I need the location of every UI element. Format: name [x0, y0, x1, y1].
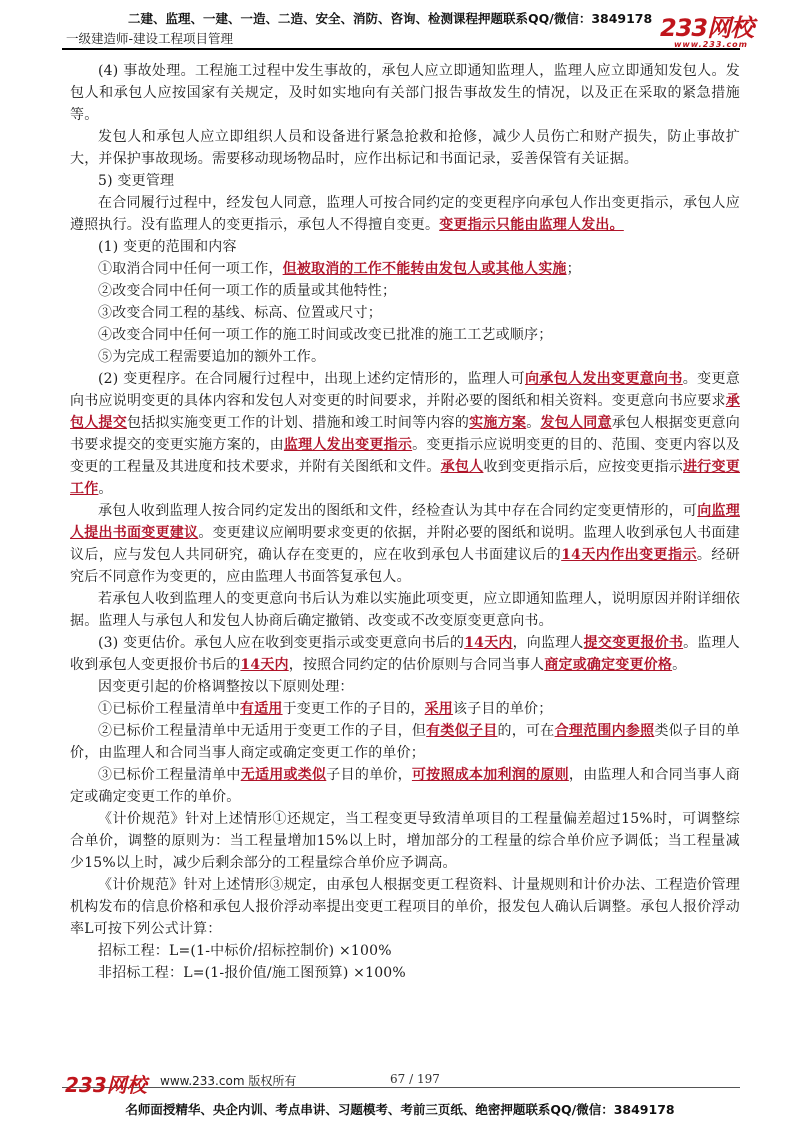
text-run: ； — [566, 261, 581, 277]
body-paragraph — [70, 632, 740, 676]
text-run: 因变更引起的价格调整按以下原则处理： — [98, 679, 354, 695]
text-run: ②改变合同中任何一项工作的质量或其他特性； — [98, 283, 397, 299]
highlighted-phrase: 14天内 — [240, 657, 289, 673]
text-run: ①取消合同中任何一项工作， — [98, 261, 283, 277]
text-run: 。 — [526, 415, 541, 431]
text-run: 若承包人收到监理人的变更意向书后认为难以实施此项变更，应立即通知监理人，说明原因并附详细依据。监理人与承包人和发包人协商后确定撤销、改变或不改变原变更意向书。 — [70, 591, 740, 629]
text-run: (4) 事故处理。工程施工过程中发生事故的，承包人应立即通知监理人，监理人应立即通知发包人。发包人和承包人应按国家有关规定，及时如实地向有关部门报告事故发生的情况，以及正在采取的紧急措施等。 — [70, 63, 740, 123]
text-run: ③改变合同工程的基线、标高、位置或尺寸； — [98, 305, 382, 321]
text-run: ⑤为完成工程需要追加的额外工作。 — [98, 349, 326, 365]
text-run: 招标工程：L=(1-中标价/招标控制价) ×100% — [98, 943, 392, 959]
text-run: (3) 变更估价。承包人应在收到变更指示或变更意向书后的 — [98, 635, 465, 651]
body-paragraph — [70, 720, 740, 764]
body-paragraph — [70, 368, 740, 500]
text-run: ，向监理人 — [512, 635, 584, 651]
text-run: (2) 变更程序。在合同履行过程中，出现上述约定情形的，监理人可 — [98, 371, 525, 387]
header-logo-url: www.233.com — [674, 40, 749, 49]
text-run: 。经研究后不同意作为变更的，应由监理人书面答复承包人。 — [70, 547, 740, 585]
body-paragraph — [70, 940, 740, 962]
body-paragraph — [70, 874, 740, 940]
text-run: 非招标工程：L=(1-报价值/施工图预算) ×100% — [98, 965, 406, 981]
text-run: ④改变合同中任何一项工作的施工时间或改变已批准的施工工艺或顺序； — [98, 327, 553, 343]
text-run: 。变更指示应说明变更的目的、范围、变更内容以及变更的工程量及其进度和技术要求，并附有关图纸和文件。 — [70, 437, 740, 475]
highlighted-phrase: 承包人 — [440, 459, 484, 475]
highlighted-phrase: 但被取消的工作不能转由发包人或其他人实施 — [282, 261, 567, 277]
text-run: 该子目的单价； — [453, 701, 553, 717]
body-paragraph — [70, 962, 740, 984]
highlighted-phrase: 承包人提交 — [70, 393, 740, 431]
highlighted-phrase: 有类似子目 — [426, 723, 498, 739]
text-run: 《计价规范》针对上述情形③规定，由承包人根据变更工程资料、计量规则和计价办法、工程造价管理机构发布的信息价格和承包人报价浮动率提出变更工程项目的单价，报发包人确认后调整。承包人报价浮动率L可按下列公式计算： — [70, 877, 740, 937]
highlighted-phrase: 无适用或类似 — [240, 767, 327, 783]
body-paragraph — [70, 236, 740, 258]
highlighted-phrase: 14天内作出变更指示 — [561, 547, 697, 563]
highlighted-phrase: 进行变更工作 — [70, 459, 740, 497]
highlighted-phrase: 监理人发出变更指示 — [283, 437, 413, 453]
text-run: ①已标价工程量清单中 — [98, 701, 240, 717]
text-run: 承包人收到监理人按合同约定发出的图纸和文件，经检查认为其中存在合同约定变更情形的，可 — [98, 503, 698, 519]
footer-ad-text: 名师面授精华、央企内训、考点串讲、习题模考、考前三页纸、绝密押题联系QQ/微信：3849178 — [125, 1102, 675, 1117]
text-run: ③已标价工程量清单中 — [98, 767, 241, 783]
body-paragraph — [70, 346, 740, 368]
highlighted-phrase: 合理范围内参照 — [554, 723, 655, 739]
body-paragraph — [70, 764, 740, 808]
text-run: (1) 变更的范围和内容 — [98, 239, 237, 255]
body-paragraph — [70, 126, 740, 170]
body-paragraph — [70, 302, 740, 324]
text-run: 在合同履行过程中，经发包人同意，监理人可按合同约定的变更程序向承包人作出变更指示，承包人应遵照执行。没有监理人的变更指示，承包人不得擅自变更。 — [70, 195, 740, 233]
text-run: ②已标价工程量清单中无适用于变更工作的子目，但 — [98, 723, 427, 739]
text-run: 5) 变更管理 — [98, 173, 175, 189]
document-body — [70, 60, 740, 984]
highlighted-phrase: 可按照成本加利润的原则 — [411, 767, 569, 783]
highlighted-phrase: 采用 — [424, 701, 454, 717]
text-run: 承包人根据变更意向书要求提交的变更实施方案的，由 — [70, 415, 740, 453]
highlighted-phrase: 商定或确定变更价格 — [544, 657, 673, 673]
footer-copyright: www.233.com 版权所有 — [160, 1074, 297, 1088]
body-paragraph — [70, 170, 740, 192]
text-run: 的，可在 — [497, 723, 555, 739]
highlighted-phrase: 14天内 — [464, 635, 513, 651]
header-divider — [62, 48, 740, 50]
text-run: 。变更意向书应说明变更的具体内容和发包人对变更的时间要求，并附必要的图纸和相关资料。变更意向书应要求 — [70, 371, 740, 409]
text-run: 子目的单价， — [326, 767, 412, 783]
body-paragraph — [70, 324, 740, 346]
body-paragraph — [70, 588, 740, 632]
text-run: 。变更建议应阐明要求变更的依据，并附必要的图纸和说明。监理人收到承包人书面建议后，应与发包人共同研究，确认存在变更的，应在收到承包人书面建议后的 — [70, 525, 740, 563]
body-paragraph — [70, 192, 740, 236]
highlighted-phrase: 发包人同意 — [540, 415, 612, 431]
text-run: 。 — [672, 657, 687, 673]
text-run: 收到变更指示后，应按变更指示 — [483, 459, 684, 475]
highlighted-phrase: 实施方案 — [469, 415, 527, 431]
highlighted-phrase: 向监理人提出书面变更建议 — [70, 503, 740, 541]
highlighted-phrase: 向承包人发出变更意向书 — [524, 371, 683, 387]
header-logo — [660, 16, 753, 49]
body-paragraph — [70, 60, 740, 126]
header-logo-text: 233网校 — [660, 14, 754, 42]
text-run: ，按照合同约定的估价原则与合同当事人 — [288, 657, 545, 673]
body-paragraph — [70, 280, 740, 302]
highlighted-phrase: 变更指示只能由监理人发出。 — [439, 217, 624, 233]
footer-logo: 233网校 — [65, 1073, 147, 1097]
text-run: 。监理人收到承包人变更报价书后的 — [70, 635, 740, 673]
header-subtitle: 一级建造师-建设工程项目管理 — [66, 31, 234, 46]
page-number: 67 / 197 — [390, 1072, 440, 1086]
text-run: 。 — [98, 481, 113, 497]
text-run: 发包人和承包人应立即组织人员和设备进行紧急抢救和抢修，减少人员伤亡和财产损失，防止事故扩大，并保护事故现场。需要移动现场物品时，应作出标记和书面记录，妥善保管有关证据。 — [70, 129, 740, 167]
highlighted-phrase: 有适用 — [240, 701, 283, 717]
text-run: 于变更工作的子目的， — [282, 701, 425, 717]
text-run: 《计价规范》针对上述情形①还规定，当工程变更导致清单项目的工程量偏差超过15%时，可调整综合单价，调整的原则为：当工程量增加15%以上时，增加部分的工程量的综合单价应予调低；当工程量减少15%以上时，减少后剩余部分的工程量综合单价应予调高。 — [70, 811, 740, 871]
text-run: 包括拟实施变更工作的计划、措施和竣工时间等内容的 — [127, 415, 470, 431]
text-run: 类似子目的单价，由监理人和合同当事人商定或确定变更工作的单价； — [70, 723, 740, 761]
body-paragraph — [70, 808, 740, 874]
body-paragraph — [70, 698, 740, 720]
highlighted-phrase: 提交变更报价书 — [583, 635, 684, 651]
body-paragraph — [70, 500, 740, 588]
body-paragraph — [70, 676, 740, 698]
text-run: ，由监理人和合同当事人商定或确定变更工作的单价。 — [70, 767, 741, 805]
header-ad-text: 二建、监理、一建、一造、二造、安全、消防、咨询、检测课程押题联系QQ/微信：3849178 — [128, 11, 653, 26]
body-paragraph — [70, 258, 740, 280]
